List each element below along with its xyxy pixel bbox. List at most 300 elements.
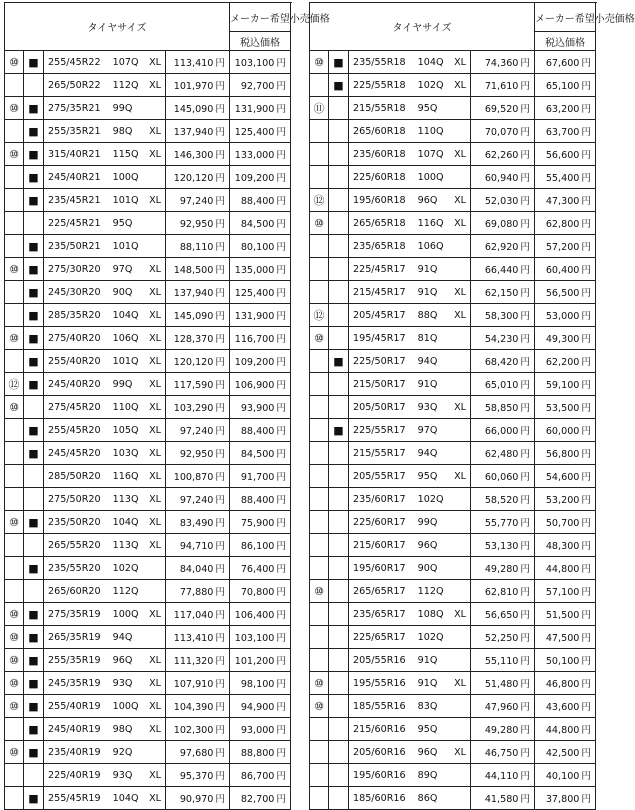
rank-mark <box>5 488 24 511</box>
tax-included-price-cell <box>166 327 230 350</box>
base-price: 63,700 <box>545 127 580 138</box>
stock-mark <box>329 258 349 281</box>
tire-size-cell <box>44 718 142 741</box>
rank-mark <box>310 557 329 580</box>
base-price-cell <box>535 672 596 695</box>
tire-size: 265/60R20 <box>48 585 101 597</box>
load-index: 91Q <box>417 286 438 298</box>
xl-flag: XL <box>447 304 471 327</box>
yen-unit: 円 <box>581 679 591 690</box>
stock-mark <box>329 534 349 557</box>
stock-mark <box>329 373 349 396</box>
stock-mark: ■ <box>24 166 44 189</box>
stock-mark <box>24 534 44 557</box>
tire-size-cell <box>349 787 447 810</box>
xl-flag: XL <box>142 304 166 327</box>
stock-mark: ■ <box>24 189 44 212</box>
rank-mark: ⑫ <box>5 373 24 396</box>
table-row <box>310 327 596 350</box>
xl-flag: XL <box>447 189 471 212</box>
yen-unit: 円 <box>276 495 286 506</box>
yen-unit: 円 <box>581 311 591 322</box>
xl-flag: XL <box>142 74 166 97</box>
yen-unit: 円 <box>215 311 225 322</box>
tire-size-cell <box>44 649 142 672</box>
base-price-cell <box>230 258 291 281</box>
base-price-cell <box>535 488 596 511</box>
stock-mark: ■ <box>24 373 44 396</box>
tire-size: 275/35R19 <box>48 608 101 620</box>
xl-flag <box>447 787 471 810</box>
base-price: 125,400 <box>234 127 275 138</box>
load-index: 113Q <box>112 539 139 551</box>
base-price: 98,100 <box>240 679 275 690</box>
table-row <box>5 787 291 810</box>
yen-unit: 円 <box>581 81 591 92</box>
base-price: 42,500 <box>545 748 580 759</box>
base-price: 67,600 <box>545 58 580 69</box>
base-price-cell <box>230 212 291 235</box>
xl-flag: XL <box>142 534 166 557</box>
tax-included-price: 62,920 <box>484 242 519 253</box>
table-row <box>5 396 291 419</box>
tire-size-cell <box>44 626 142 649</box>
base-price: 56,800 <box>545 449 580 460</box>
base-price: 76,400 <box>240 564 275 575</box>
tax-included-price: 44,110 <box>484 771 519 782</box>
tax-included-price-cell <box>166 718 230 741</box>
yen-unit: 円 <box>215 127 225 138</box>
base-price-cell <box>535 51 596 74</box>
xl-flag: XL <box>142 419 166 442</box>
load-index: 102Q <box>417 79 444 91</box>
base-price-cell <box>230 764 291 787</box>
yen-unit: 円 <box>520 472 530 483</box>
tire-size: 235/65R18 <box>353 240 406 252</box>
base-price: 91,700 <box>240 472 275 483</box>
table-row <box>310 143 596 166</box>
load-index: 103Q <box>112 447 139 459</box>
xl-flag: XL <box>142 373 166 396</box>
tax-included-price-cell <box>166 419 230 442</box>
tax-included-price-cell <box>471 51 535 74</box>
tire-size-cell <box>349 97 447 120</box>
load-index: 96Q <box>417 539 438 551</box>
yen-unit: 円 <box>581 104 591 115</box>
stock-mark: ■ <box>24 143 44 166</box>
tax-included-price: 66,000 <box>484 426 519 437</box>
tire-size-cell <box>44 74 142 97</box>
yen-unit: 円 <box>581 127 591 138</box>
tax-included-price: 77,880 <box>179 587 214 598</box>
tax-included-price: 56,650 <box>484 610 519 621</box>
table-row <box>5 741 291 764</box>
base-price-cell <box>230 120 291 143</box>
rank-mark <box>310 396 329 419</box>
yen-unit: 円 <box>520 357 530 368</box>
yen-unit: 円 <box>215 357 225 368</box>
yen-unit: 円 <box>276 311 286 322</box>
rank-mark <box>310 281 329 304</box>
tire-size: 215/45R17 <box>353 286 406 298</box>
tire-size: 205/55R16 <box>353 654 406 666</box>
tire-size-cell <box>44 189 142 212</box>
tire-size-cell <box>349 258 447 281</box>
yen-unit: 円 <box>581 288 591 299</box>
base-price-cell <box>535 695 596 718</box>
yen-unit: 円 <box>581 357 591 368</box>
load-index: 104Q <box>112 309 139 321</box>
tax-included-price-cell <box>166 672 230 695</box>
tax-included-price-cell <box>471 143 535 166</box>
stock-mark <box>329 557 349 580</box>
tire-size-cell <box>349 281 447 304</box>
tire-size-cell <box>349 189 447 212</box>
base-price-cell <box>230 281 291 304</box>
tire-size-cell <box>44 97 142 120</box>
yen-unit: 円 <box>215 265 225 276</box>
tire-size: 245/30R20 <box>48 286 101 298</box>
tax-included-price: 71,610 <box>484 81 519 92</box>
yen-unit: 円 <box>215 219 225 230</box>
yen-unit: 円 <box>581 472 591 483</box>
yen-unit: 円 <box>520 449 530 460</box>
xl-flag <box>447 718 471 741</box>
stock-mark: ■ <box>24 741 44 764</box>
base-price: 133,000 <box>234 150 275 161</box>
yen-unit: 円 <box>276 242 286 253</box>
load-index: 93Q <box>417 401 438 413</box>
stock-mark: ■ <box>24 281 44 304</box>
rank-mark <box>310 649 329 672</box>
base-price-cell <box>535 649 596 672</box>
stock-mark <box>329 787 349 810</box>
yen-unit: 円 <box>520 219 530 230</box>
base-price-cell <box>230 626 291 649</box>
yen-unit: 円 <box>276 518 286 529</box>
xl-flag <box>142 580 166 603</box>
stock-mark: ■ <box>24 97 44 120</box>
tire-size-cell <box>44 764 142 787</box>
table-row <box>310 787 596 810</box>
load-index: 106Q <box>417 240 444 252</box>
xl-flag: XL <box>447 741 471 764</box>
tire-size: 255/45R19 <box>48 792 101 804</box>
tax-included-price-cell <box>471 764 535 787</box>
yen-unit: 円 <box>276 449 286 460</box>
tax-included-price-cell <box>166 465 230 488</box>
table-row <box>310 672 596 695</box>
yen-unit: 円 <box>520 334 530 345</box>
xl-flag <box>142 741 166 764</box>
yen-unit: 円 <box>215 495 225 506</box>
tax-included-price-cell <box>166 442 230 465</box>
base-price: 62,800 <box>545 219 580 230</box>
base-price-cell <box>230 143 291 166</box>
tax-included-header: 税込価格 <box>230 32 291 51</box>
tax-included-price: 47,960 <box>484 702 519 713</box>
table-row <box>310 120 596 143</box>
base-price: 88,400 <box>240 196 275 207</box>
tire-size: 225/45R21 <box>48 217 101 229</box>
tax-included-price: 74,360 <box>484 58 519 69</box>
tire-size: 265/65R17 <box>353 585 406 597</box>
base-price: 53,000 <box>545 311 580 322</box>
tax-included-price-cell <box>166 511 230 534</box>
base-price-cell <box>230 488 291 511</box>
msrp-header: メーカー希望小売価格 <box>230 3 291 32</box>
base-price: 93,900 <box>240 403 275 414</box>
load-index: 98Q <box>112 723 133 735</box>
base-price-cell <box>535 603 596 626</box>
tire-size-cell <box>44 672 142 695</box>
load-index: 106Q <box>112 332 139 344</box>
xl-flag: XL <box>447 74 471 97</box>
load-index: 91Q <box>417 263 438 275</box>
tax-included-price-cell <box>166 143 230 166</box>
table-row <box>310 442 596 465</box>
tire-size-cell <box>349 603 447 626</box>
tax-included-price-cell <box>471 603 535 626</box>
tax-included-price: 49,280 <box>484 564 519 575</box>
tire-size: 225/50R17 <box>353 355 406 367</box>
load-index: 96Q <box>417 746 438 758</box>
tire-size: 185/60R16 <box>353 792 406 804</box>
tax-included-price-cell <box>166 97 230 120</box>
tire-size-cell <box>44 580 142 603</box>
tax-included-price-cell <box>471 649 535 672</box>
stock-mark: ■ <box>329 74 349 97</box>
tax-included-price-cell <box>166 350 230 373</box>
rank-mark <box>310 626 329 649</box>
tire-size-cell <box>349 695 447 718</box>
yen-unit: 円 <box>215 564 225 575</box>
xl-flag <box>447 419 471 442</box>
yen-unit: 円 <box>520 564 530 575</box>
stock-mark: ■ <box>24 511 44 534</box>
base-price-cell <box>230 350 291 373</box>
base-price-cell <box>230 419 291 442</box>
yen-unit: 円 <box>215 633 225 644</box>
table-row <box>310 235 596 258</box>
stock-mark: ■ <box>24 672 44 695</box>
xl-flag <box>447 166 471 189</box>
tire-size: 275/40R20 <box>48 332 101 344</box>
yen-unit: 円 <box>581 196 591 207</box>
base-price-cell <box>535 166 596 189</box>
rank-mark <box>310 764 329 787</box>
tire-size-cell <box>44 350 142 373</box>
base-price-cell <box>230 74 291 97</box>
tax-included-price-cell <box>166 557 230 580</box>
yen-unit: 円 <box>276 725 286 736</box>
yen-unit: 円 <box>276 150 286 161</box>
xl-flag <box>142 212 166 235</box>
yen-unit: 円 <box>276 794 286 805</box>
tax-included-price-cell <box>471 212 535 235</box>
xl-flag <box>447 580 471 603</box>
tire-size-cell <box>349 649 447 672</box>
tax-included-price: 102,300 <box>173 725 214 736</box>
base-price-cell <box>535 626 596 649</box>
tire-size: 225/55R17 <box>353 424 406 436</box>
yen-unit: 円 <box>215 702 225 713</box>
xl-flag <box>142 235 166 258</box>
tax-included-price-cell <box>166 166 230 189</box>
tax-included-price: 97,240 <box>179 426 214 437</box>
tax-included-price-cell <box>166 741 230 764</box>
tax-included-price-cell <box>471 557 535 580</box>
tax-included-price: 97,680 <box>179 748 214 759</box>
yen-unit: 円 <box>276 587 286 598</box>
tire-size-cell <box>349 741 447 764</box>
tire-size: 265/65R18 <box>353 217 406 229</box>
tax-included-price: 128,370 <box>173 334 214 345</box>
yen-unit: 円 <box>276 104 286 115</box>
table-row <box>310 189 596 212</box>
tax-included-price-cell <box>471 465 535 488</box>
rank-mark: ⑩ <box>5 649 24 672</box>
rank-mark: ⑩ <box>5 741 24 764</box>
table-row <box>5 258 291 281</box>
yen-unit: 円 <box>581 702 591 713</box>
yen-unit: 円 <box>276 426 286 437</box>
tax-included-price-cell <box>471 695 535 718</box>
tire-size-cell <box>349 166 447 189</box>
rank-mark <box>310 787 329 810</box>
table-row <box>5 534 291 557</box>
xl-flag: XL <box>142 258 166 281</box>
base-price-cell <box>535 442 596 465</box>
base-price-cell <box>535 97 596 120</box>
tax-included-price-cell <box>471 419 535 442</box>
base-price: 125,400 <box>234 288 275 299</box>
base-price: 62,200 <box>545 357 580 368</box>
tax-included-price-cell <box>166 695 230 718</box>
table-row <box>310 488 596 511</box>
rank-mark: ⑩ <box>5 51 24 74</box>
base-price-cell <box>230 327 291 350</box>
base-price-cell <box>535 419 596 442</box>
tax-included-price: 68,420 <box>484 357 519 368</box>
tire-size-cell <box>349 120 447 143</box>
yen-unit: 円 <box>276 196 286 207</box>
tax-included-price-cell <box>471 258 535 281</box>
tire-size: 205/45R17 <box>353 309 406 321</box>
load-index: 99Q <box>112 378 133 390</box>
base-price: 109,200 <box>234 173 275 184</box>
tax-included-price: 107,910 <box>173 679 214 690</box>
base-price: 48,300 <box>545 541 580 552</box>
base-price-cell <box>535 258 596 281</box>
tire-size: 245/40R19 <box>48 723 101 735</box>
tire-size-cell <box>44 258 142 281</box>
xl-flag <box>447 511 471 534</box>
tax-included-price-cell <box>166 603 230 626</box>
rank-mark: ⑩ <box>310 212 329 235</box>
yen-unit: 円 <box>520 518 530 529</box>
load-index: 93Q <box>112 769 133 781</box>
yen-unit: 円 <box>520 403 530 414</box>
tire-size: 195/60R16 <box>353 769 406 781</box>
yen-unit: 円 <box>520 426 530 437</box>
stock-mark: ■ <box>329 51 349 74</box>
rank-mark <box>310 74 329 97</box>
tire-size: 195/55R16 <box>353 677 406 689</box>
table-row <box>5 327 291 350</box>
tire-size-cell <box>349 143 447 166</box>
base-price: 101,200 <box>234 656 275 667</box>
tire-size-cell <box>349 419 447 442</box>
xl-flag: XL <box>142 51 166 74</box>
table-row <box>310 626 596 649</box>
tax-included-price-cell <box>166 235 230 258</box>
tax-included-price: 55,110 <box>484 656 519 667</box>
table-row <box>5 672 291 695</box>
yen-unit: 円 <box>276 610 286 621</box>
yen-unit: 円 <box>215 449 225 460</box>
yen-unit: 円 <box>520 587 530 598</box>
tax-included-price: 58,850 <box>484 403 519 414</box>
stock-mark <box>329 442 349 465</box>
tire-size: 265/50R22 <box>48 79 101 91</box>
yen-unit: 円 <box>215 587 225 598</box>
base-price-cell <box>535 373 596 396</box>
rank-mark <box>5 189 24 212</box>
tire-size-cell <box>44 787 142 810</box>
tax-included-price: 54,230 <box>484 334 519 345</box>
yen-unit: 円 <box>520 702 530 713</box>
tax-included-price: 97,240 <box>179 196 214 207</box>
tire-size: 195/60R17 <box>353 562 406 574</box>
base-price-cell <box>535 235 596 258</box>
yen-unit: 円 <box>520 58 530 69</box>
tax-included-price-cell <box>166 373 230 396</box>
rank-mark <box>310 534 329 557</box>
table-row <box>310 580 596 603</box>
table-row <box>310 465 596 488</box>
rank-mark <box>5 304 24 327</box>
tax-included-price-cell <box>166 764 230 787</box>
stock-mark <box>24 212 44 235</box>
base-price-cell <box>535 189 596 212</box>
load-index: 97Q <box>417 424 438 436</box>
table-row <box>310 258 596 281</box>
tax-included-price: 145,090 <box>173 311 214 322</box>
load-index: 93Q <box>112 677 133 689</box>
tire-size: 275/30R20 <box>48 263 101 275</box>
base-price: 88,800 <box>240 748 275 759</box>
tax-included-price-cell <box>471 189 535 212</box>
table-row <box>5 649 291 672</box>
load-index: 97Q <box>112 263 133 275</box>
stock-mark: ■ <box>329 419 349 442</box>
tax-included-price: 120,120 <box>173 357 214 368</box>
tire-size: 235/60R18 <box>353 148 406 160</box>
table-row <box>5 603 291 626</box>
tax-included-price: 70,070 <box>484 127 519 138</box>
tire-size: 255/40R20 <box>48 355 101 367</box>
tire-size: 275/45R20 <box>48 401 101 413</box>
rank-mark <box>5 442 24 465</box>
yen-unit: 円 <box>581 725 591 736</box>
rank-mark <box>310 442 329 465</box>
base-price-cell <box>230 741 291 764</box>
yen-unit: 円 <box>581 633 591 644</box>
load-index: 95Q <box>417 102 438 114</box>
tire-size-cell <box>349 373 447 396</box>
rank-mark <box>5 557 24 580</box>
